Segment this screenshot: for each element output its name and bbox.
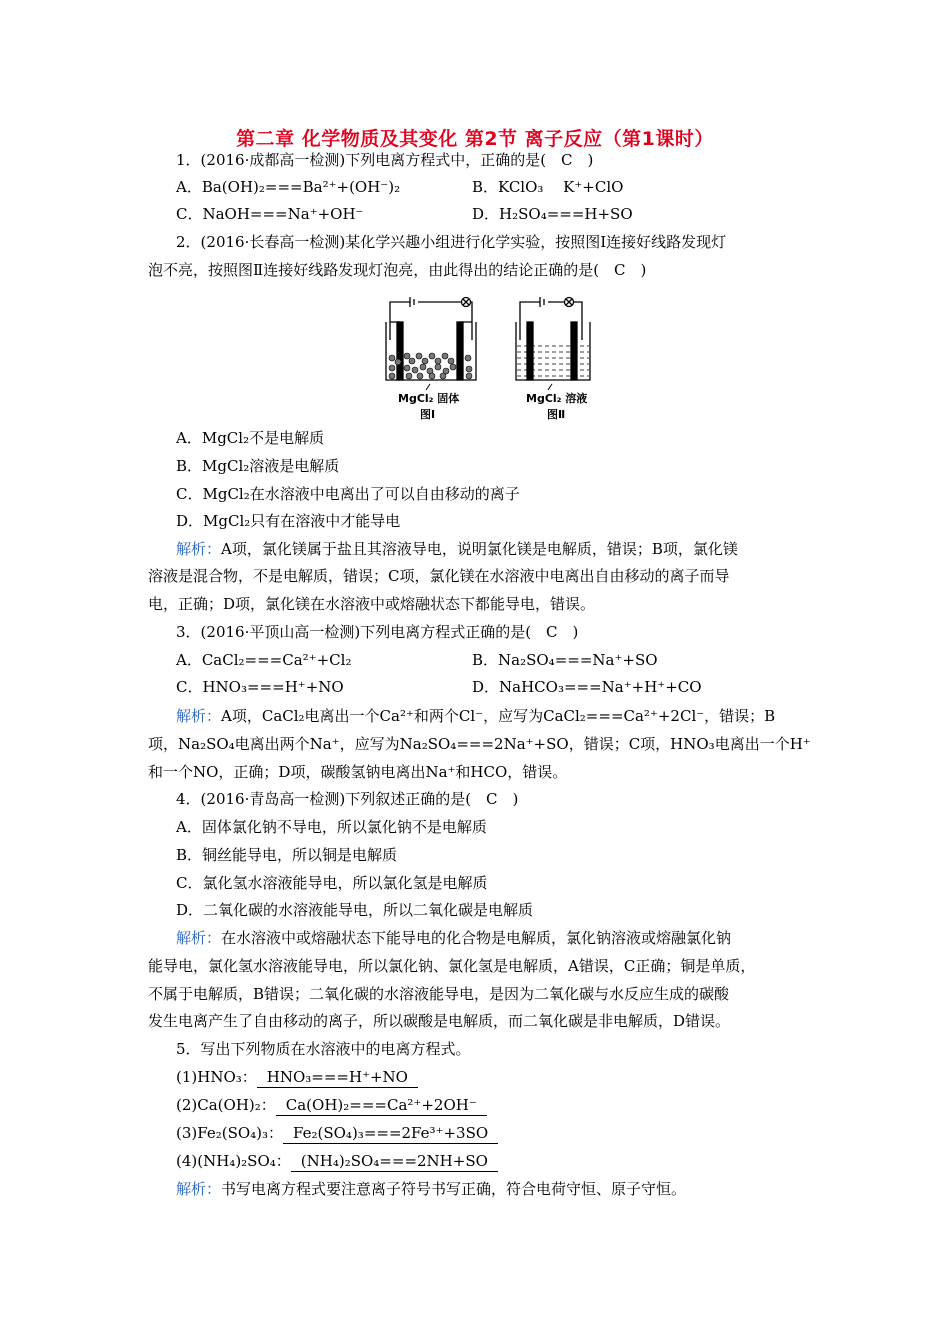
q2-analysis-line2: 溶液是混合物，不是电解质，错误；C项，氯化镁在水溶液中电离出自由移动的离子而导: [148, 567, 730, 585]
q3-stem: 3．(2016·平顶山高一检测)下列电离方程式正确的是( C ): [176, 623, 579, 641]
q4-analysis-line3: 不属于电解质，B错误；二氧化碳的水溶液能导电，是因为二氧化碳与水反应生成的碳酸: [148, 985, 730, 1003]
figure-left-label: MgCl₂ 固体: [398, 392, 460, 405]
circuit-figure: [380, 290, 610, 420]
q4-option-b: B．铜丝能导电，所以铜是电解质: [176, 846, 398, 864]
q5-item-1: (1)HNO₃： HNO₃===H⁺+NO: [176, 1067, 418, 1088]
q5-item-3: (3)Fe₂(SO₄)₃： Fe₂(SO₄)₃===2Fe³⁺+3SO: [176, 1123, 498, 1144]
q2-analysis-line1: 解析：A项，氯化镁属于盐且其溶液导电，说明氯化镁是电解质，错误；B项，氯化镁: [176, 540, 738, 558]
q3-analysis-line1: 解析：A项，CaCl₂电离出一个Ca²⁺和两个Cl⁻，应写为CaCl₂===Ca²⁺+2Cl⁻，错误；B: [176, 707, 776, 725]
q4-analysis-line2: 能导电，氯化氢水溶液能导电，所以氯化钠、氯化氢是电解质，A错误，C正确；铜是单质，: [148, 957, 756, 975]
answer-blank: HNO₃===H⁺+NO: [257, 1067, 418, 1088]
q3-analysis-line3: 和一个NO，正确；D项，碳酸氢钠电离出Na⁺和HCO，错误。: [148, 763, 568, 781]
q4-option-d: D．二氧化碳的水溶液能导电，所以二氧化碳是电解质: [176, 901, 534, 919]
q1-stem: 1．(2016·成都高一检测)下列电离方程式中，正确的是( C ): [176, 151, 594, 169]
figure-left-apparatus: [386, 297, 476, 380]
q3-option-a: A．CaCl₂===Ca²⁺+Cl₂: [176, 651, 352, 669]
figure-right-apparatus: [516, 297, 590, 380]
q3-option-b: B．Na₂SO₄===Na⁺+SO: [472, 651, 658, 669]
left-pointer-line: [426, 384, 430, 390]
figure-right-label: MgCl₂ 溶液: [526, 392, 588, 405]
right-pointer-line: [548, 384, 552, 390]
figure-right-caption: 图Ⅱ: [547, 408, 566, 420]
figure-left-caption: 图Ⅰ: [420, 408, 436, 420]
q5-item-4: (4)(NH₄)₂SO₄： (NH₄)₂SO₄===2NH+SO: [176, 1151, 498, 1172]
q2-analysis-line3: 电，正确；D项，氯化镁在水溶液中或熔融状态下都能导电，错误。: [148, 595, 596, 613]
analysis-label: 解析：: [176, 1180, 222, 1198]
q4-option-a: A．固体氯化钠不导电，所以氯化钠不是电解质: [176, 818, 487, 836]
q3-analysis-line2: 项，Na₂SO₄电离出两个Na⁺，应写为Na₂SO₄===2Na⁺+SO，错误；C项，HNO₃电离出一个H⁺: [148, 735, 811, 753]
q3-option-c: C．HNO₃===H⁺+NO: [176, 678, 344, 696]
q2-option-b: B．MgCl₂溶液是电解质: [176, 457, 340, 475]
q4-stem: 4．(2016·青岛高一检测)下列叙述正确的是( C ): [176, 790, 519, 808]
q4-option-c: C．氯化氢水溶液能导电，所以氯化氢是电解质: [176, 874, 488, 892]
answer-blank: (NH₄)₂SO₄===2NH+SO: [291, 1151, 498, 1172]
analysis-label: 解析：: [176, 540, 222, 558]
q5-analysis: 解析：书写电离方程式要注意离子符号书写正确，符合电荷守恒、原子守恒。: [176, 1180, 687, 1198]
analysis-label: 解析：: [176, 707, 222, 725]
q5-item-2: (2)Ca(OH)₂： Ca(OH)₂===Ca²⁺+2OH⁻: [176, 1095, 487, 1116]
q1-option-a: A．Ba(OH)₂===Ba²⁺+(OH⁻)₂: [176, 178, 401, 196]
q2-option-a: A．MgCl₂不是电解质: [176, 429, 325, 447]
q1-option-d: D．H₂SO₄===H+SO: [472, 205, 633, 223]
q2-stem-line2: 泡不亮，按照图Ⅱ连接好线路发现灯泡亮，由此得出的结论正确的是( C ): [148, 261, 647, 279]
page-title: 第二章 化学物质及其变化 第2节 离子反应（第1课时）: [236, 128, 714, 150]
answer-blank: Ca(OH)₂===Ca²⁺+2OH⁻: [276, 1095, 487, 1116]
q1-option-b: B．KClO₃ K⁺+ClO: [472, 178, 624, 196]
q1-option-c: C．NaOH===Na⁺+OH⁻: [176, 205, 364, 223]
analysis-label: 解析：: [176, 929, 222, 947]
answer-blank: Fe₂(SO₄)₃===2Fe³⁺+3SO: [283, 1123, 498, 1144]
q5-stem: 5．写出下列物质在水溶液中的电离方程式。: [176, 1040, 471, 1058]
q3-option-d: D．NaHCO₃===Na⁺+H⁺+CO: [472, 678, 702, 696]
q2-option-c: C．MgCl₂在水溶液中电离出了可以自由移动的离子: [176, 485, 520, 503]
q4-analysis-line4: 发生电离产生了自由移动的离子，所以碳酸是电解质，而二氧化碳是非电解质，D错误。: [148, 1012, 731, 1030]
q2-stem-line1: 2．(2016·长春高一检测)某化学兴趣小组进行化学实验，按照图Ⅰ连接好线路发现灯: [176, 233, 727, 251]
q4-analysis-line1: 解析：在水溶液中或熔融状态下能导电的化合物是电解质，氯化钠溶液或熔融氯化钠: [176, 929, 732, 947]
q2-option-d: D．MgCl₂只有在溶液中才能导电: [176, 512, 401, 530]
